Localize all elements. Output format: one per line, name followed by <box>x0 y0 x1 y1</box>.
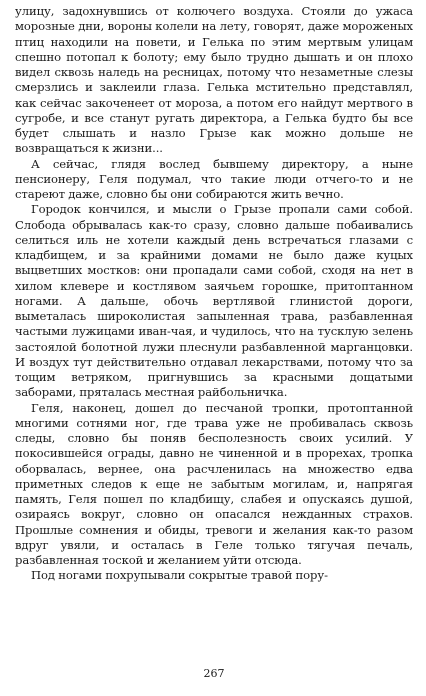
paragraph-3: Городок кончился, и мысли о Грызе пропали сами собой. Слобода обрывалась как-то сразу, словно дальше побаивались селиться иль не хотели каждый день встречаться глазами с кладбищем, и за крайними домами не было даже куцых выцветших мостков: они пропадали сами собой, сходя на нет в хилом клевере и костлявом заячьем горошке, притоптанном ногами. А дальше, обочь вертлявой глинистой дороги, выметалась широколистая запыленная трава, разбавленная частыми лужицами иван-чая, и чудилось, что на тусклую зелень застоялой болотной лужи плеснули разбавленной марганцовки. И воздух тут действительно отдавал лекарствами, потому что за тощим ветряком, пригнувшись за красными дощатыми заборами, пряталась местная райбольничка. <box>15 202 413 400</box>
body-text <box>15 4 413 584</box>
paragraph-4: Геля, наконец, дошел до песчаной тропки, протоптанной многими сотнями ног, где трава уже не пробивалась сквозь следы, словно бы поняв бесполезность своих усилий. У покосившейся ограды, давно не чиненной и в прорехах, тропка оборвалась, вернее, она расчленилась на множество едва приметных следов к еще не забытым могилам, и, напрягая память, Геля пошел по кладбищу, слабея и опускаясь душой, озираясь вокруг, словно он опасался нежданных страхов. Прошлые сомнения и обиды, тревоги и желания как-то разом вдруг увяли, и осталась в Геле только тягучая печаль, разбавленная тоской и желанием уйти отсюда. <box>15 400 413 567</box>
page-number: 267 <box>203 667 225 680</box>
paragraph-5: Под ногами похрупывали сокрытые травой пору- <box>31 568 328 583</box>
paragraph-2: А сейчас, глядя вослед бывшему директору, а ныне пенсионеру, Геля подумал, что такие люди отчего-то и не стареют даже, словно бы они собираются жить вечно. <box>15 156 413 201</box>
paragraph-1: улицу, задохнувшись от колючего воздуха. Стояли до ужаса морозные дни, вороны колели на лету, говорят, даже мороженых птиц находили на повети, и Гелька по этим мертвым улицам спешно потопал к болоту; ему было трудно дышать и он плохо видел сквозь наледь на ресницах, потому что незаметные слезы смерзлись и заклеили глаза. Гелька мстительно представлял, как сейчас закоченеет от мороза, а потом его найдут мертвого в сугробе, и все станут ругать директора, а Гелька будто бы все будет слышать и назло Грызе как можно дольше не возвращаться к жизни... <box>15 4 413 156</box>
book-page <box>15 4 413 694</box>
